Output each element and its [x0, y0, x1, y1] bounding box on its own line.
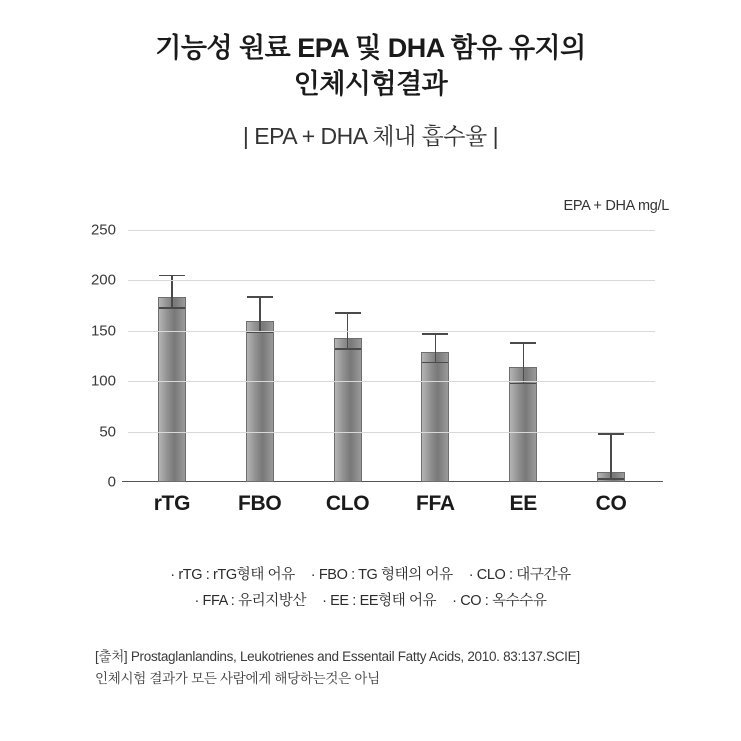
legend-item: · FBO : TG 형태의 어유 — [310, 567, 453, 583]
bar-group — [128, 230, 655, 515]
page-title-line-1: 기능성 원료 EPA 및 DHA 함유 유지의 — [155, 33, 586, 63]
bar-slot — [134, 230, 210, 515]
y-axis-tick-label: 50 — [99, 423, 116, 441]
source-line-1: [출처] Prostaglanlandins, Leukotrienes and Essentail Fatty Acids, 2010. 83:137.SCIE] — [95, 649, 580, 664]
error-bar — [523, 344, 525, 384]
title-block — [0, 30, 741, 151]
error-bar-cap-lower — [510, 383, 536, 385]
error-bar-cap-lower — [335, 348, 361, 350]
y-gridline — [128, 280, 655, 281]
bar — [509, 367, 537, 482]
error-bar — [259, 298, 261, 333]
error-bar-cap-lower — [598, 478, 624, 480]
chart-unit-label: EPA + DHA mg/L — [563, 198, 669, 214]
y-gridline — [128, 432, 655, 433]
y-gridline — [128, 331, 655, 332]
error-bar — [347, 314, 349, 350]
error-bar-cap-upper — [422, 333, 448, 335]
bar — [334, 338, 362, 482]
page-subtitle: | EPA + DHA 체내 흡수율 | — [242, 123, 499, 149]
legend-line-1 — [0, 562, 741, 588]
bar-slot — [222, 230, 298, 515]
y-axis-tick-label: 0 — [107, 473, 116, 491]
x-axis-tick-label: CLO — [325, 492, 370, 515]
bar — [158, 297, 186, 482]
error-bar-cap-lower — [422, 362, 448, 364]
bar — [246, 321, 274, 482]
x-axis-tick-label: EE — [509, 492, 537, 515]
legend-item: · CLO : 대구간유 — [468, 567, 571, 583]
error-bar-cap-upper — [510, 342, 536, 344]
x-axis-tick-label: FFA — [416, 492, 455, 515]
error-bar-cap-upper — [159, 275, 185, 277]
chart-container — [0, 190, 741, 545]
y-gridline — [128, 482, 655, 483]
y-axis-tick-label: 200 — [90, 271, 116, 289]
y-gridline — [128, 230, 655, 231]
bar-slot — [573, 230, 649, 515]
error-bar-cap-upper — [598, 433, 624, 435]
y-axis-tick-label: 250 — [90, 221, 116, 239]
error-bar — [435, 335, 437, 363]
x-axis-tick-label: CO — [595, 492, 627, 515]
error-bar — [610, 435, 612, 480]
legend-item: · FFA : 유리지방산 — [194, 593, 307, 609]
legend-item: · rTG : rTG형태 어유 — [170, 567, 295, 583]
bar-slot — [310, 230, 386, 515]
source-note — [95, 646, 695, 690]
error-bar-cap-lower — [159, 307, 185, 309]
x-axis-tick-label: FBO — [238, 492, 282, 515]
page-title-line-2: 인체시험결과 — [293, 69, 448, 99]
source-line-2: 인체시험 결과가 모든 사람에게 해당하는것은 아님 — [95, 671, 380, 686]
y-gridline — [128, 381, 655, 382]
y-axis-tick-label: 100 — [90, 372, 116, 390]
y-axis-tick-label: 150 — [90, 322, 116, 340]
error-bar-cap-upper — [335, 312, 361, 314]
legend-line-2 — [0, 588, 741, 614]
error-bar-cap-upper — [247, 296, 273, 298]
bar — [421, 352, 449, 482]
legend-item: · CO : 옥수수유 — [452, 593, 547, 609]
bar-slot — [485, 230, 561, 515]
legend-item: · EE : EE형태 어유 — [322, 593, 437, 609]
legend-notes — [0, 562, 741, 614]
x-axis-tick-label: rTG — [153, 492, 191, 515]
bar-slot — [397, 230, 473, 515]
chart-plot-area — [90, 221, 655, 515]
